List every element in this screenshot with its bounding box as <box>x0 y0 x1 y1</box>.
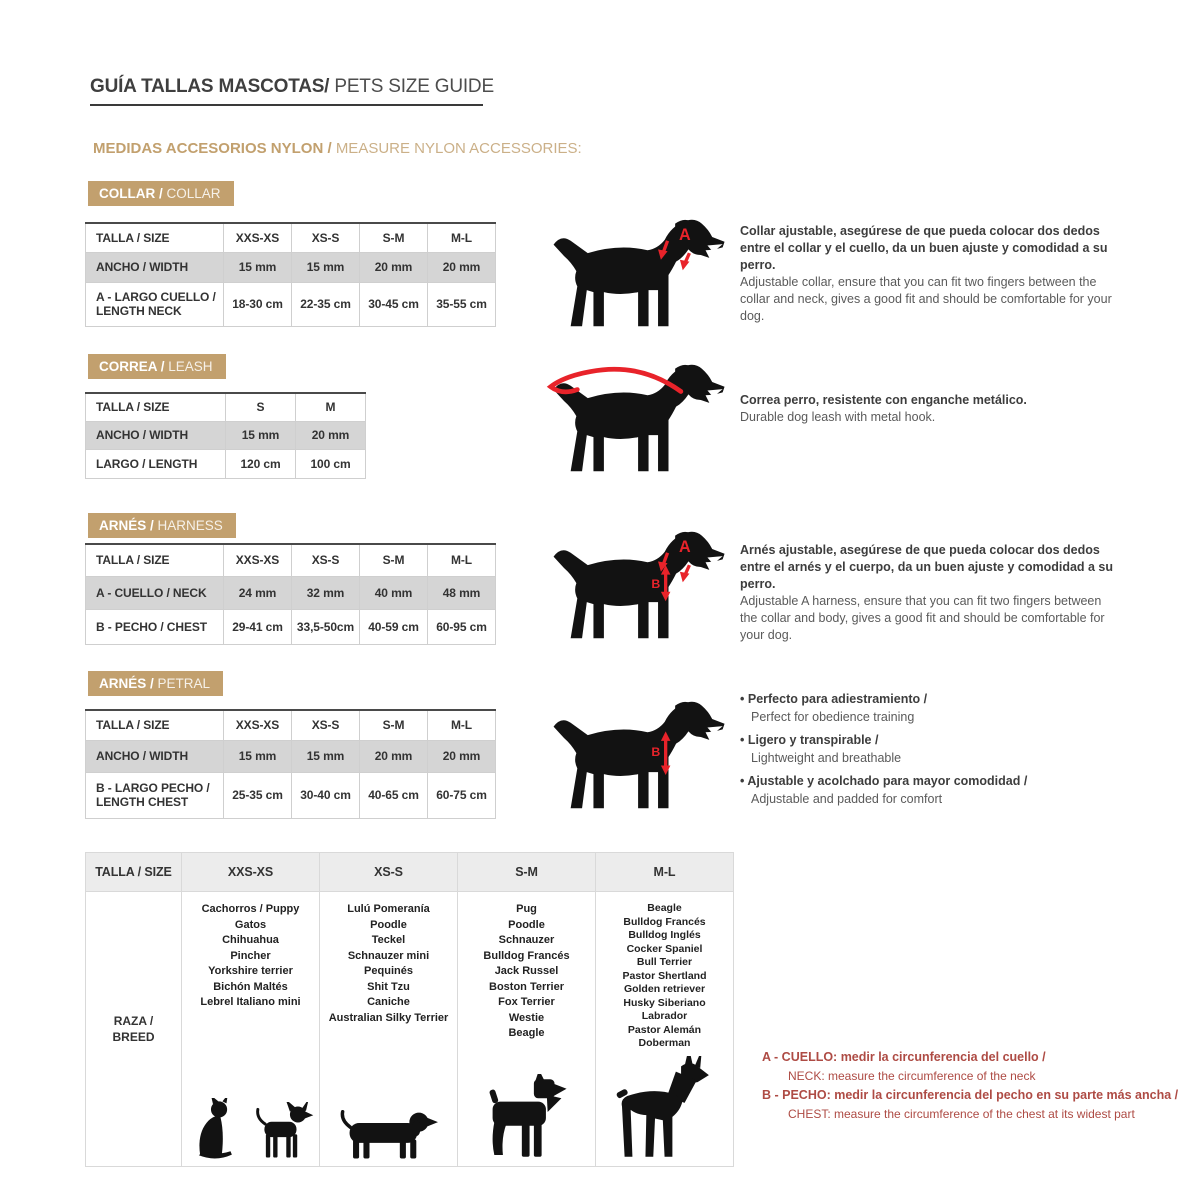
value-cell: 24 mm <box>224 576 292 609</box>
header-cell: S-M <box>458 853 596 892</box>
value-cell: 25-35 cm <box>224 772 292 818</box>
leash-description <box>740 392 1122 426</box>
header-cell: TALLA / SIZE <box>86 223 224 252</box>
dog-silhouette <box>554 365 725 471</box>
header-cell: XS-S <box>320 853 458 892</box>
value-cell: 30-40 cm <box>292 772 360 818</box>
row-label: ANCHO / WIDTH <box>86 740 224 772</box>
value-cell: 18-30 cm <box>224 282 292 326</box>
harness-dog-figure <box>545 527 735 646</box>
leash-desc-es: Correa perro, resistente con enganche metálico. <box>740 393 1027 407</box>
header-cell: S-M <box>360 544 428 576</box>
value-cell: 20 mm <box>428 740 496 772</box>
feature-es: • Ligero y transpirable / <box>740 731 1122 749</box>
measurement-notes <box>762 1048 1194 1124</box>
schnauzer-icon <box>484 1074 570 1162</box>
feature-es: • Ajustable y acolchado para mayor comodidad / <box>740 772 1122 790</box>
cat-icon <box>188 1098 240 1162</box>
breed-item: Lulú Pomeranía <box>347 903 430 915</box>
collar-table-header-row <box>86 223 496 252</box>
breed-item: Beagle <box>647 902 682 914</box>
value-cell: 60-75 cm <box>428 772 496 818</box>
breed-size-table <box>85 852 734 1167</box>
breed-item: Chihuahua <box>222 934 279 946</box>
collar-dog-figure <box>545 215 735 334</box>
header-cell: M-L <box>596 853 734 892</box>
harness-table-header-row <box>86 544 496 576</box>
value-cell: 20 mm <box>360 740 428 772</box>
breed-item: Pug <box>516 903 537 915</box>
value-cell: 15 mm <box>226 421 296 449</box>
collar-badge-en: COLLAR <box>166 186 221 201</box>
page-title-es: GUÍA TALLAS MASCOTAS/ <box>90 76 330 97</box>
breed-item: Lebrel Italiano mini <box>200 996 301 1008</box>
feature-en: Perfect for obedience training <box>751 710 915 724</box>
petral-table-header-row <box>86 710 496 740</box>
header-cell: M-L <box>428 223 496 252</box>
value-cell: 15 mm <box>292 740 360 772</box>
breed-item: Cocker Spaniel <box>626 942 703 955</box>
value-cell: 100 cm <box>296 449 366 478</box>
breed-item: Bulldog Francés <box>623 915 706 928</box>
value-cell: 40 mm <box>360 576 428 609</box>
leash-width-row <box>86 421 366 449</box>
value-cell: 22-35 cm <box>292 282 360 326</box>
value-cell: 48 mm <box>428 576 496 609</box>
leash-badge-en: LEASH <box>168 359 213 374</box>
breed-item: Caniche <box>367 996 410 1008</box>
value-cell: 29-41 cm <box>224 609 292 644</box>
dog-silhouette <box>554 702 725 808</box>
row-label: LARGO / LENGTH <box>86 449 226 478</box>
petral-section-badge <box>88 671 223 696</box>
collar-size-table <box>85 222 496 327</box>
header-cell: XXS-XS <box>224 544 292 576</box>
harness-letter-a: A <box>678 537 691 556</box>
breed-item: Husky Siberiano <box>623 996 706 1009</box>
breed-item: Schnauzer mini <box>347 949 430 962</box>
feature-en: Lightweight and breathable <box>751 751 902 765</box>
value-cell: 20 mm <box>428 252 496 282</box>
header-cell: S <box>226 393 296 421</box>
collar-width-row <box>86 252 496 282</box>
value-cell: 30-45 cm <box>360 282 428 326</box>
note-neck <box>762 1048 1194 1086</box>
harness-desc-es: Arnés ajustable, asegúrese de que pueda colocar dos dedos entre el arnés y el cuerpo, da un buen ajuste y comodidad a su perro. <box>740 543 1114 591</box>
header-cell: XS-S <box>292 544 360 576</box>
value-cell: 20 mm <box>360 252 428 282</box>
petral-dog-figure <box>545 697 735 816</box>
leash-section-badge <box>88 354 226 379</box>
collar-neck-row <box>86 282 496 326</box>
harness-desc-en: Adjustable A harness, ensure that you can fit two fingers between the collar and body, gives a good fit and should be comfortable for your dog. <box>740 594 1105 642</box>
feature-item <box>740 772 1122 808</box>
header-cell: XXS-XS <box>182 853 320 892</box>
breed-item: Bichón Maltés <box>213 980 288 993</box>
header-cell: M <box>296 393 366 421</box>
feature-item <box>740 731 1122 767</box>
leash-badge-es: CORREA / <box>99 359 169 374</box>
breed-list <box>459 893 594 1042</box>
cell-icons <box>182 1098 319 1162</box>
cell-icons <box>596 1056 733 1162</box>
doberman-icon <box>609 1056 721 1162</box>
collar-desc-es: Collar ajustable, asegúrese de que pueda colocar dos dedos entre el collar y el cuello, da un buen ajuste y comodidad a su perro. <box>740 224 1108 272</box>
collar-badge-es: COLLAR / <box>99 186 167 201</box>
note-chest-en: CHEST: measure the circumference of the chest at its widest part <box>788 1107 1135 1121</box>
breed-row-label-cell <box>86 892 182 1167</box>
breed-item: Cachorros / Puppy <box>201 903 300 915</box>
row-label: ANCHO / WIDTH <box>86 252 224 282</box>
breed-item: Jack Russel <box>494 965 559 977</box>
petral-feature-list <box>740 690 1122 813</box>
breed-item: Bulldog Inglés <box>628 929 701 941</box>
breed-row-label: RAZA / BREED <box>112 1014 155 1044</box>
breed-item: Bull Terrier <box>636 956 693 968</box>
page-subtitle-es: MEDIDAS ACCESORIOS NYLON / <box>93 140 336 157</box>
harness-badge-es: ARNÉS / <box>99 518 158 533</box>
header-cell: TALLA / SIZE <box>86 853 182 892</box>
breed-item: Gatos <box>234 918 267 931</box>
dachshund-icon <box>339 1110 439 1162</box>
collar-description <box>740 223 1122 325</box>
feature-en: Adjustable and padded for comfort <box>751 792 943 806</box>
breed-list <box>597 893 732 1051</box>
petral-badge-en: PETRAL <box>157 676 211 691</box>
petral-letter-b: B <box>651 745 661 760</box>
header-cell: S-M <box>360 223 428 252</box>
petral-width-row <box>86 740 496 772</box>
page-subtitle <box>93 140 582 157</box>
breed-item: Fox Terrier <box>498 996 555 1008</box>
leash-dog-figure <box>545 360 735 479</box>
header-cell: TALLA / SIZE <box>86 710 224 740</box>
breed-item: Pincher <box>230 949 271 962</box>
header-cell: XXS-XS <box>224 710 292 740</box>
row-label: B - LARGO PECHO / LENGTH CHEST <box>86 772 224 818</box>
breed-cell-xs-s <box>320 892 458 1167</box>
harness-description <box>740 542 1122 644</box>
row-label: A - LARGO CUELLO / LENGTH NECK <box>86 282 224 326</box>
feature-es: • Perfecto para adiestramiento / <box>740 690 1122 708</box>
collar-desc-en: Adjustable collar, ensure that you can fit two fingers between the collar and neck, gives a good fit and should be comfortable for your dog. <box>740 275 1112 323</box>
feature-item <box>740 690 1122 726</box>
value-cell: 15 mm <box>224 252 292 282</box>
value-cell: 15 mm <box>224 740 292 772</box>
collar-letter-a: A <box>678 225 691 244</box>
header-cell: XS-S <box>292 710 360 740</box>
chihuahua-icon <box>252 1102 314 1162</box>
value-cell: 32 mm <box>292 576 360 609</box>
header-cell: XS-S <box>292 223 360 252</box>
header-cell: XXS-XS <box>224 223 292 252</box>
harness-chest-row <box>86 609 496 644</box>
leash-length-row <box>86 449 366 478</box>
note-neck-en: NECK: measure the circumference of the neck <box>788 1069 1036 1083</box>
cell-icons <box>320 1110 457 1162</box>
breed-cell-s-m <box>458 892 596 1167</box>
breed-item: Pastor Alemán <box>627 1023 702 1036</box>
collar-section-badge <box>88 181 234 206</box>
breed-item: Schnauzer <box>498 934 555 946</box>
dog-silhouette <box>554 532 725 638</box>
header-cell: TALLA / SIZE <box>86 393 226 421</box>
breed-table-body-row <box>86 892 734 1167</box>
harness-badge-en: HARNESS <box>157 518 223 533</box>
value-cell: 60-95 cm <box>428 609 496 644</box>
harness-letter-b: B <box>651 576 661 591</box>
breed-item: Yorkshire terrier <box>208 965 293 977</box>
page-subtitle-en: MEASURE NYLON ACCESSORIES: <box>335 140 582 157</box>
breed-item: Golden retriever <box>623 983 706 995</box>
breed-item: Teckel <box>371 934 406 946</box>
breed-cell-xxs-xs <box>182 892 320 1167</box>
note-chest-es: B - PECHO: medir la circunferencia del pecho en su parte más ancha / <box>762 1088 1179 1102</box>
breed-item: Shit Tzu <box>367 980 410 993</box>
breed-item: Westie <box>508 1011 545 1024</box>
page-title-en: PETS SIZE GUIDE <box>329 76 494 97</box>
breed-item: Pequinés <box>364 965 413 977</box>
breed-list <box>321 893 456 1026</box>
breed-item: Doberman <box>638 1037 691 1049</box>
value-cell: 120 cm <box>226 449 296 478</box>
breed-list <box>183 893 318 1011</box>
leash-table-header-row <box>86 393 366 421</box>
breed-item: Bulldog Francés <box>483 949 570 962</box>
breed-item: Beagle <box>508 1027 545 1039</box>
row-label: ANCHO / WIDTH <box>86 421 226 449</box>
value-cell: 20 mm <box>296 421 366 449</box>
value-cell: 15 mm <box>292 252 360 282</box>
header-cell: M-L <box>428 710 496 740</box>
harness-size-table <box>85 543 496 645</box>
value-cell: 40-65 cm <box>360 772 428 818</box>
row-label: B - PECHO / CHEST <box>86 609 224 644</box>
petral-badge-es: ARNÉS / <box>99 676 158 691</box>
breed-item: Boston Terrier <box>489 980 564 993</box>
leash-size-table <box>85 392 366 479</box>
note-neck-es: A - CUELLO: medir la circunferencia del cuello / <box>762 1050 1046 1064</box>
note-chest <box>762 1086 1194 1124</box>
breed-item: Poodle <box>508 918 545 931</box>
header-cell: TALLA / SIZE <box>86 544 224 576</box>
header-cell: S-M <box>360 710 428 740</box>
leash-desc-en: Durable dog leash with metal hook. <box>740 410 936 424</box>
petral-chest-row <box>86 772 496 818</box>
breed-table-header-row <box>86 853 734 892</box>
value-cell: 40-59 cm <box>360 609 428 644</box>
breed-item: Poodle <box>370 918 407 931</box>
row-label: A - CUELLO / NECK <box>86 576 224 609</box>
cell-icons <box>458 1074 595 1162</box>
breed-item: Pastor Shertland <box>622 969 707 982</box>
breed-item: Labrador <box>641 1010 688 1022</box>
page-title <box>90 76 494 106</box>
breed-cell-m-l <box>596 892 734 1167</box>
value-cell: 35-55 cm <box>428 282 496 326</box>
breed-item: Australian Silky Terrier <box>328 1011 449 1024</box>
petral-size-table <box>85 709 496 819</box>
harness-neck-row <box>86 576 496 609</box>
header-cell: M-L <box>428 544 496 576</box>
harness-section-badge <box>88 513 236 538</box>
value-cell: 33,5-50cm <box>292 609 360 644</box>
dog-silhouette <box>554 220 725 326</box>
